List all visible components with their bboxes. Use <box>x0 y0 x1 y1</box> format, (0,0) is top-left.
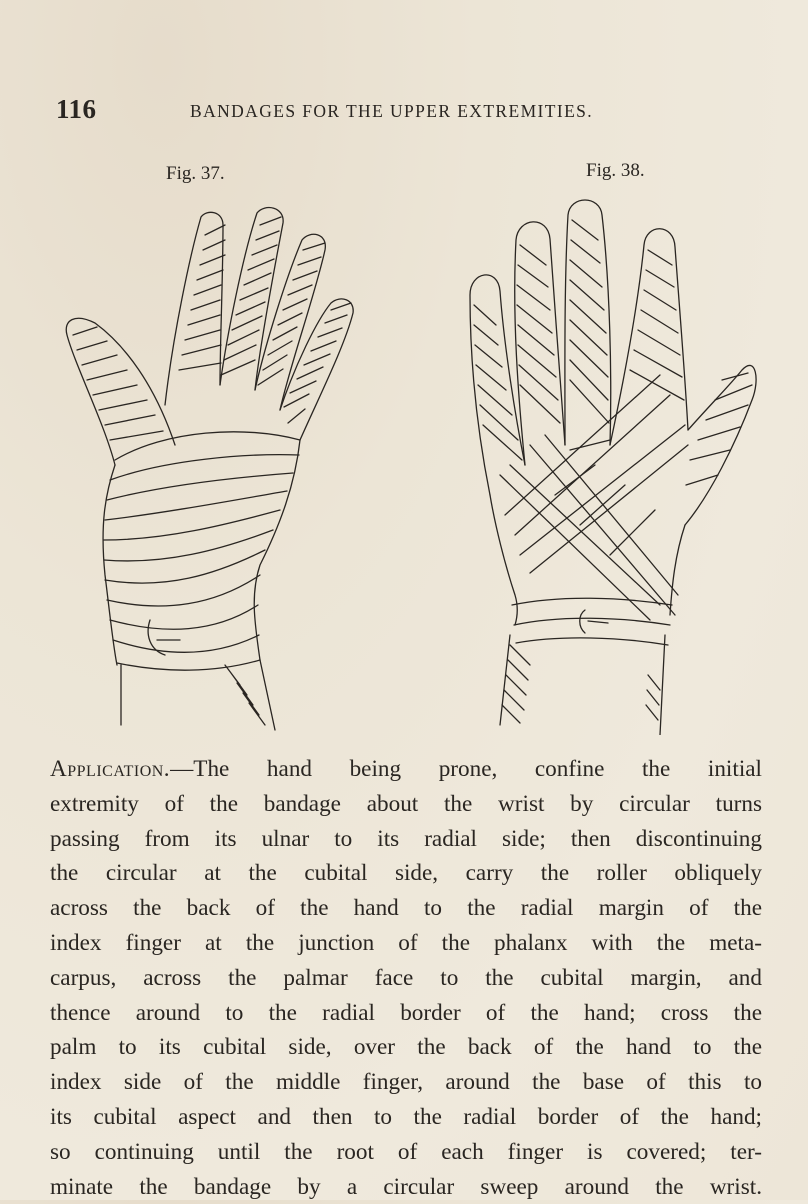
text-line: Application.—The hand being prone, confine the initial <box>50 756 762 782</box>
text-line: the circular at the cubital side, carry the roller obliquely <box>50 860 762 887</box>
text-line: minate the bandage by a circular sweep around the wrist. <box>50 1173 762 1200</box>
figure-37-label: Fig. 37. <box>166 163 225 184</box>
text-line: across the back of the hand to the radial margin of the <box>50 895 762 922</box>
text-line: thence around to the radial border of the hand; cross the <box>50 999 762 1026</box>
figure-38-bandaged-hand-illustration <box>460 195 770 735</box>
application-paragraph <box>50 752 762 1204</box>
text-line: index side of the middle finger, around the base of this to <box>50 1069 762 1096</box>
text-line: carpus, across the palmar face to the cubital margin, and <box>50 964 762 991</box>
running-head: BANDAGES FOR THE UPPER EXTREMITIES. <box>190 101 594 121</box>
figure-37-bandaged-hand-illustration <box>55 195 365 735</box>
application-heading: Application. <box>50 756 171 782</box>
text-line: palm to its cubital side, over the back of the hand to the <box>50 1034 762 1061</box>
page-number: 116 <box>56 94 97 124</box>
text-line: index finger at the junction of the phalanx with the meta- <box>50 929 762 956</box>
text-line: its cubital aspect and then to the radial border of the hand; <box>50 1103 762 1130</box>
text-line: so continuing until the root of each finger is covered; ter- <box>50 1138 762 1165</box>
text-line: extremity of the bandage about the wrist by circular turns <box>50 790 762 817</box>
text-line: passing from its ulnar to its radial side; then discontinuing <box>50 825 762 852</box>
bandage-crossing-turns <box>474 220 752 723</box>
figure-38-label: Fig. 38. <box>586 160 645 181</box>
